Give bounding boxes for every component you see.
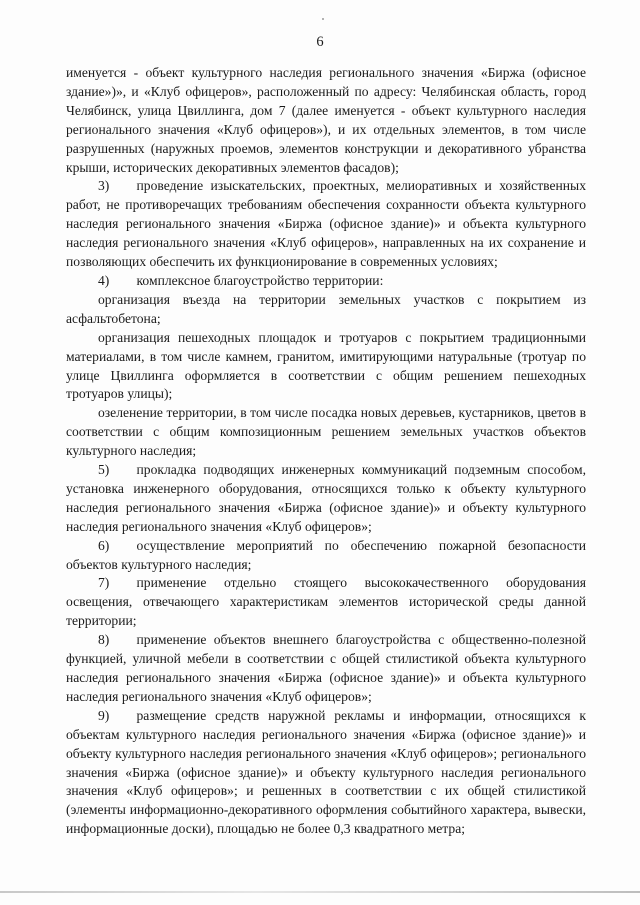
paragraph-item-4: 4) комплексное благоустройство территории:: [98, 272, 384, 288]
paragraph-entry-access: организация въезда на территории земельных участков с покрытием из асфальтобетона;: [66, 291, 586, 326]
paragraph-item-9: 9) размещение средств наружной рекламы и информации, относящихся к объектам культурного наследия регионального значения «Биржа (офисное здание)» и объекту культурного наследия регионального значения «Клуб офицеров»; регионального значения «Биржа (офисное здание)» и объекту культурного наследия регионального значения «Клуб офицеров»; и решенных в соответствии с их общей стилистикой (элементы информационно-декоративного оформления событийного характера, вывески, информационные доски), площадью не более 0,3 квадратного метра;: [66, 707, 586, 837]
paragraph-item-6: 6) осуществление мероприятий по обеспечению пожарной безопасности объектов культурного наследия;: [66, 537, 586, 572]
paragraph-pedestrian-areas: организация пешеходных площадок и тротуаров с покрытием традиционными материалами, в том числе камнем, гранитом, имитирующими натуральные (тротуар по улице Цвиллинга оформляется в соответствии с общим решением пешеходных тротуаров улицы);: [66, 329, 586, 402]
paragraph-item-8: 8) применение объектов внешнего благоустройства с общественно-полезной функцией, уличной мебели в соответствии с общей стилистикой объекта культурного наследия регионального значения «Биржа (офисное здание)» и объекта культурного наследия регионального значения «Клуб офицеров»;: [66, 632, 586, 704]
paragraph-item-5: 5) прокладка подводящих инженерных коммуникаций подземным способом, установка инженерного оборудования, относящихся только к объекту культурного наследия регионального значения «Биржа (офисное здание)» и объекту культурного наследия регионального значения «Клуб офицеров»;: [66, 462, 586, 534]
paragraph-item-3: 3) проведение изыскательских, проектных, мелиоративных и хозяйственных работ, не противоречащих требованиям обеспечения сохранности объекта культурного наследия регионального значения «Биржа (офисное здание)» и объекта культурного наследия регионального значения «Клуб офицеров», направленных на их сохранение и позволяющих обеспечить их функционирование в современных условиях;: [66, 178, 586, 270]
paragraph-landscaping: озеленение территории, в том числе посадка новых деревьев, кустарников, цветов в соответствии с общим композиционным решением земельных участков объектов культурного наследия;: [66, 405, 586, 459]
paragraph-continuation: именуется - объект культурного наследия регионального значения «Биржа (офисное здание»)», и «Клуб офицеров», расположенный по адресу: Челябинская область, город Челябинск, улица Цвиллинга, дом 7 (далее именуется - объект культурного наследия регионального значения «Клуб офицеров»), и их отдельных элементов, в том числе разрушенных (наружных проемов, элементов конструкции и декоративного убранства крыши, исторических декоративных элементов фасадов);: [66, 65, 586, 175]
paragraph-item-7: 7) применение отдельно стоящего высококачественного оборудования освещения, отвечающего характеристикам элементов исторической среды данной территории;: [66, 575, 586, 629]
document-body: [66, 64, 586, 839]
scan-bottom-edge: [0, 891, 640, 893]
scan-artifact: [322, 18, 324, 20]
page-number: 6: [316, 34, 324, 50]
